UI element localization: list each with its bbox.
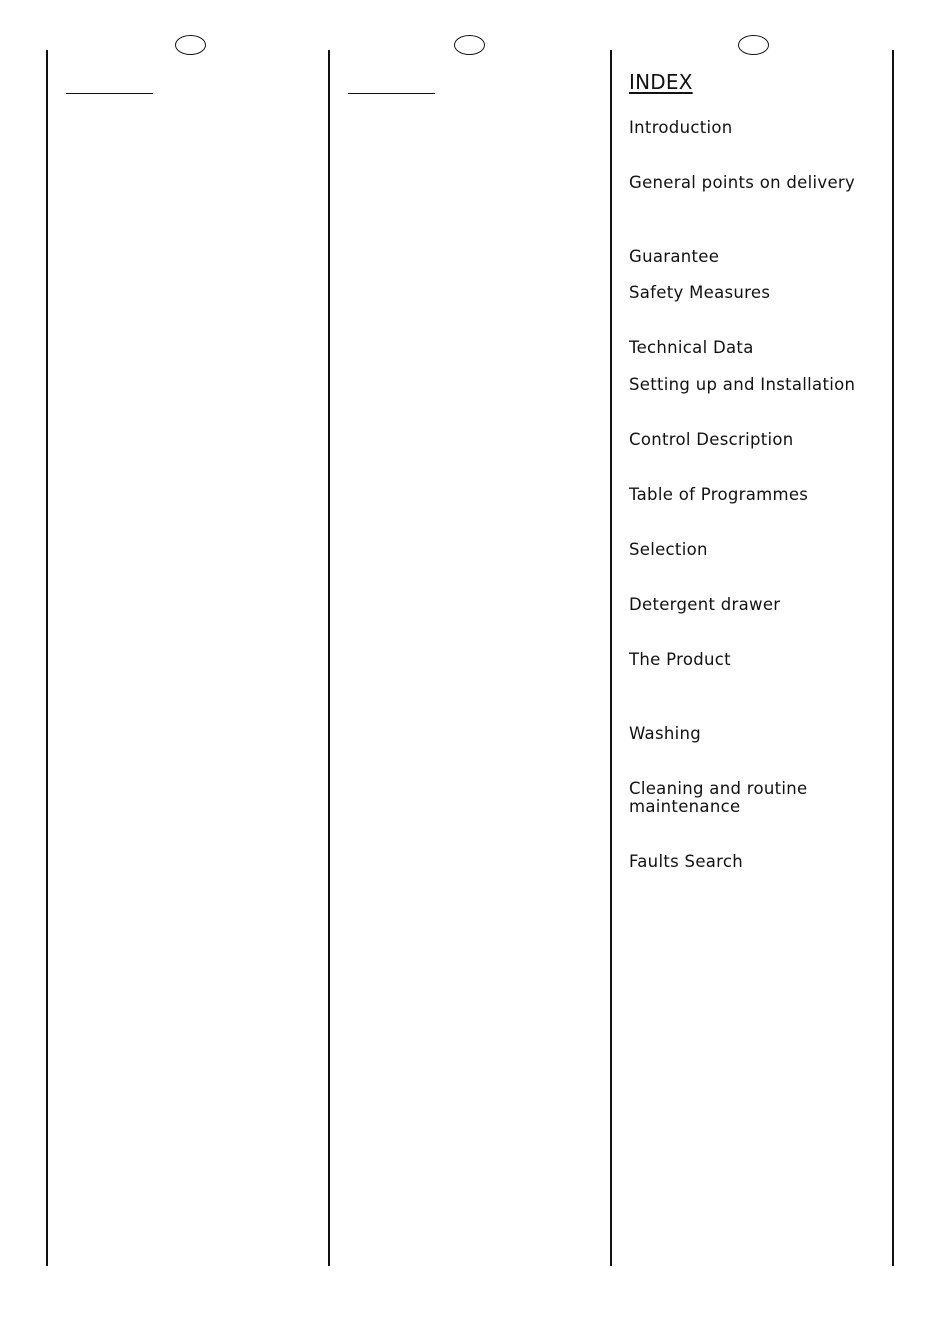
- blank-heading-underline-column-2: [348, 93, 435, 94]
- index-item-general-points-on-delivery: General points on delivery: [629, 173, 856, 192]
- index-item-setting-up-and-installation: Setting up and Installation: [629, 375, 856, 394]
- index-title: INDEX: [629, 70, 693, 94]
- column-divider-right: [892, 50, 894, 1266]
- index-item-detergent-drawer: Detergent drawer: [629, 595, 781, 614]
- index-item-technical-data: Technical Data: [629, 338, 754, 357]
- index-item-selection: Selection: [629, 540, 708, 559]
- index-item-cleaning-and-routine-maintenance: Cleaning and routine maintenance: [629, 779, 808, 816]
- column-divider-third: [610, 50, 612, 1266]
- column-divider-left: [46, 50, 48, 1266]
- index-item-washing: Washing: [629, 724, 702, 743]
- column-divider-second: [328, 50, 330, 1266]
- index-item-table-of-programmes: Table of Programmes: [629, 485, 809, 504]
- index-item-safety-measures: Safety Measures: [629, 283, 771, 302]
- language-oval-column-3: [738, 35, 769, 55]
- language-oval-column-1: [175, 35, 206, 55]
- index-item-control-description: Control Description: [629, 430, 794, 449]
- index-item-introduction: Introduction: [629, 118, 733, 137]
- blank-heading-underline-column-1: [66, 93, 153, 94]
- index-item-the-product: The Product: [629, 650, 731, 669]
- index-item-guarantee: Guarantee: [629, 247, 720, 266]
- index-item-faults-search: Faults Search: [629, 852, 744, 871]
- language-oval-column-2: [454, 35, 485, 55]
